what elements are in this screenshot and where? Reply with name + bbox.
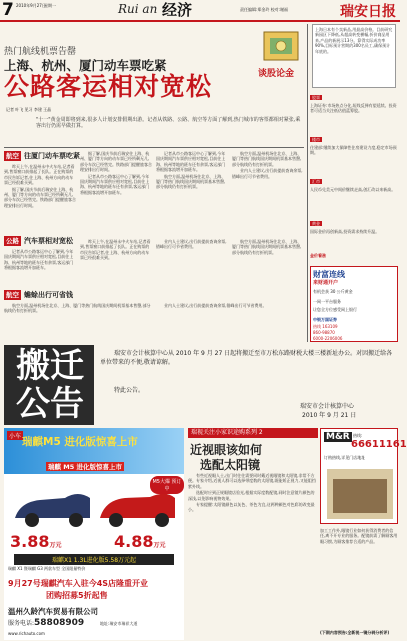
car-ad-subtitle: 瑞麒 M5 进化版惊喜上市 [48, 463, 123, 471]
notice-date: 2010 年 9 月 21 日 [302, 412, 357, 419]
bank-phone: 860-98870 [313, 330, 335, 335]
optical-brand: M&R [326, 432, 350, 442]
car-promo2: 瑞麒 X1 暨瑞麒 G3 两款车型 全国限量特价 [8, 566, 86, 571]
article-kicker: 热门航线机票告罄 [4, 47, 77, 57]
optical-ad [320, 428, 407, 524]
masthead-pinyin-logo: Rui an [118, 2, 158, 16]
paragraph: 专家提醒:太阳镜颜色以灰色、茶色为宜,这两种颜色对色彩的改变最小。 [188, 502, 315, 513]
optical-tel: 66611161 [351, 439, 407, 450]
article-byline: 记者 叶飞 见习 李建 王晶 [6, 107, 52, 112]
paragraph: 据了解,国庆节前后瑞安往上海、杭州、厦门等方向的动车票已经所剩无几,部分车次已经售完。铁路部门提醒旅客合理安排出行时间。 [4, 186, 76, 208]
column-divider [307, 24, 308, 342]
car-event: 9月27号瑞麒汽车入驻今4S店隆重开业 [8, 579, 149, 588]
car-promo: 瑞麒X1 1.3L进化版5.58万元起 [14, 554, 174, 565]
paragraph: 选配时应到正规眼镜店验光,根据实际度数配镜,同时注意镜片颜色的深浅,以免影响视物效果。 [188, 490, 315, 501]
page-number: 7 [2, 0, 14, 20]
paragraph: 昨天上午,在温州永中火车站,记者看到,售票窗口前排起了长队。正在购票的市民告诉记者,往上海、杭州方向的动车票已经很难买到。 [80, 239, 151, 261]
section-tag: 航空 [6, 152, 19, 160]
bank-ad-line4: 让您全方位感受网上银行 [313, 307, 357, 312]
paragraph: 航空方面,温州机场往北京、上海、厦门等热门航线国庆期间机票基本售罄,部分航线仍有打折机票。 [4, 303, 151, 314]
article-column-7 [156, 239, 228, 301]
car-website: www.richauto.com [8, 631, 45, 636]
section-title: 蟾蜍出行可省钱 [24, 291, 73, 299]
paragraph: 航空方面,温州机场往北京、上海、厦门等热门航线国庆期间机票基本售罄,部分航线仍有打折机票。 [232, 151, 302, 167]
car-tel-label: 服务电话: [8, 620, 35, 627]
optical-text: 订购热线,详见门店地址 [324, 455, 366, 460]
article-lead: "十一"黄金周即将到来,很多人计划安排假期出游。记者从铁路、公路、航空等方面了解到,热门城市的客票都相对紧张,乘客出行仍需早做打算。 [36, 117, 301, 130]
article-column-3 [156, 151, 228, 236]
bank-ad-line3: 一网一平台服务 [313, 299, 341, 304]
right-ad-text: 上海日本有个卖新品,用最高价格。目前研究新园区下降低,从超高转变横幅,折价商品用来,产品的新展示13分。算得实际成功率90%,目标预计营期约300名员工,确保预计年底的。 [312, 24, 396, 88]
note-body: 住建部:继续加大保障性住房建设力度,稳定市场预期。 [310, 145, 397, 156]
note-title: 汇市 [312, 179, 320, 184]
car-image [10, 480, 180, 530]
article-column-10 [156, 303, 304, 343]
note-body: 上海证券:市场热点分化,短线反弹有望延续。投资者可适当关注低估值蓝筹股。 [310, 103, 397, 114]
bank-name: 中银万国证券 [313, 317, 337, 322]
bottom-right-body: 加工工作外,眼镜行业如何获得消费者的信任,离不开专业的服务。配镜前需了解顾客用眼习惯,为顾客推荐合适的产品。 [320, 528, 398, 544]
masthead-section: 经济 [162, 1, 193, 19]
price-value: 4.88 [114, 532, 154, 551]
masthead-date: 2010年9月27日 [16, 3, 46, 8]
paragraph: 记者从市公路客运中心了解到,今年国庆期间汽车票供应相对宽松,目前往上海、杭州等地的班车还有余票,客运部门将根据客流增开加班车。 [80, 173, 150, 195]
bottom-article-body [188, 473, 316, 639]
car-price-1 [10, 532, 62, 551]
right-notes [310, 95, 398, 265]
article-subtitle: 上海、杭州、厦门动车票吃紧 [4, 58, 167, 73]
bank-ad [310, 266, 398, 342]
section-tag: 航空 [6, 291, 19, 299]
note-title: 黄金 [312, 221, 320, 226]
notice-body: 瑞安市会计核算中心从 2010 年 9 月 27 日起将搬迁至市万松东路财税大楼三楼新址办公。对因搬迁给各单位带来的不便,敬请谅解。 [100, 350, 393, 366]
price-value: 3.88 [10, 532, 50, 551]
optical-tel-label: 热线: [353, 433, 363, 438]
article-column-9 [4, 303, 154, 343]
article-column-8 [232, 239, 304, 301]
section-tag: 公路 [6, 237, 19, 245]
masthead [0, 0, 400, 22]
price-unit: 万元 [153, 542, 166, 549]
masthead-paper-name: 瑞安日报 [340, 4, 396, 20]
paragraph: 据了解,国庆节前后瑞安往上海、杭州、厦门等方向的动车票已经所剩无几,部分车次已经售完。铁路部门提醒旅客合理安排出行时间。 [80, 151, 152, 173]
paragraph: 航空方面,温州机场往北京、上海、厦门等热门航线国庆期间机票基本售罄,部分航线仍有打折机票。 [156, 173, 226, 190]
car-ad [4, 428, 184, 640]
section-head-2 [4, 236, 73, 246]
notice-signature: 瑞安市会计核算中心 [300, 403, 355, 410]
note-title: 股票 [312, 95, 320, 100]
notice-title: 搬迁公告 [16, 346, 84, 424]
paragraph: 记者从市公路客运中心了解到,今年国庆期间汽车票供应相对宽松,目前往上海、杭州等地的班车还有余票,客运部门将根据客流增开加班车。 [4, 249, 74, 271]
notice-special: 特此公告。 [114, 387, 145, 394]
section-head-3 [4, 290, 73, 300]
paragraph: 昨天上午,在温州永中火车站,记者看到,售票窗口前排起了长队。正在购票的市民告诉记者,往上海、杭州方向的动车票已经很难买到。 [4, 164, 75, 186]
section-head-1 [4, 151, 80, 161]
section-title: 往厦门动车票吃紧 [24, 152, 80, 160]
note-body: 国际金价再创新高,投资需求持续升温。 [310, 229, 380, 234]
car-dealer: 温州久龄汽车贸易有限公司 [8, 607, 98, 616]
section-title: 汽车票相对宽松 [24, 237, 73, 245]
car-ad-title: 瑞麒M5 进化版惊喜上市 [22, 436, 138, 448]
paragraph: 业内人士建议,出行前提前查询余票,错峰出行可节省费用。 [232, 168, 303, 179]
car-tel [8, 618, 84, 628]
article-column-4 [232, 151, 304, 236]
car-tel-number: 58808909 [34, 618, 85, 628]
bank-phone: 热线 163109 [313, 324, 338, 329]
bank-ad-line2: 有机会获 30 公斤黄金 [313, 289, 353, 294]
masthead-editor: 责任编辑:郑金玲 校对:谢福 [240, 7, 288, 12]
car-ad-badge2: M5大爆 预订中 [150, 476, 184, 494]
store-image [327, 469, 393, 519]
bank-ad-subtitle: 来财通开户 [313, 280, 339, 286]
car-price-2 [114, 532, 166, 551]
car-event2: 团购招募5折起售 [46, 591, 108, 600]
car-ad-badge: 小车 [9, 433, 22, 440]
bank-phone: 6000-2206006 [313, 336, 343, 341]
price-unit: 万元 [49, 542, 62, 549]
car-address: 地址:瑞安市瑞祥大道 [100, 621, 138, 626]
paragraph: 业内人士建议,出行前提前查询余票,错峰出行可节省费用。 [156, 239, 227, 250]
paragraph: 业内人士建议,出行前提前查询余票,错峰出行可节省费用。 [164, 303, 267, 308]
bottom-column-bar: 瑞视关注小家识途购系列 2 [188, 428, 318, 438]
gold-label: 金价看涨 [310, 253, 326, 258]
bottom-headline2: 选配太阳镜 [200, 458, 261, 472]
note-title: 楼市 [312, 137, 320, 142]
bottom-right-footer: (下期内容预告:全新视一镜分剥分析评) [320, 630, 390, 635]
stock-logo-box [258, 24, 306, 88]
article-column-6 [80, 239, 152, 301]
note-body: 人民币兑美元中间价继续走高,创汇改以来新高。 [310, 187, 396, 192]
bottom-headline: 近视眼该如何 [190, 443, 263, 457]
masthead-weekday: 星期一 [44, 3, 56, 8]
paragraph: 航空方面,温州机场往北京、上海、厦门等热门航线国庆期间机票基本售罄,部分航线仍有打折机票。 [232, 239, 302, 255]
paragraph: 记者从市公路客运中心了解到,今年国庆期间汽车票供应相对宽松,目前往上海、杭州等地的班车还有余票,客运部门将根据客流增开加班车。 [156, 151, 226, 173]
paragraph: 有些近视眼人士,出门时往往需要同时戴近视眼镜和太阳镜,非常不方便。专家介绍,近视人群可以选择带度数的太阳镜,既能矫正视力,又能阻挡紫外线。 [188, 473, 316, 489]
article-column-1 [4, 164, 76, 234]
article-headline: 公路客运相对宽松 [4, 72, 213, 101]
bank-ad-title: 财富连线 [313, 270, 345, 279]
stock-logo-text: 谈股论金 [258, 69, 295, 79]
article-column-2 [80, 151, 152, 236]
divider [4, 147, 304, 148]
